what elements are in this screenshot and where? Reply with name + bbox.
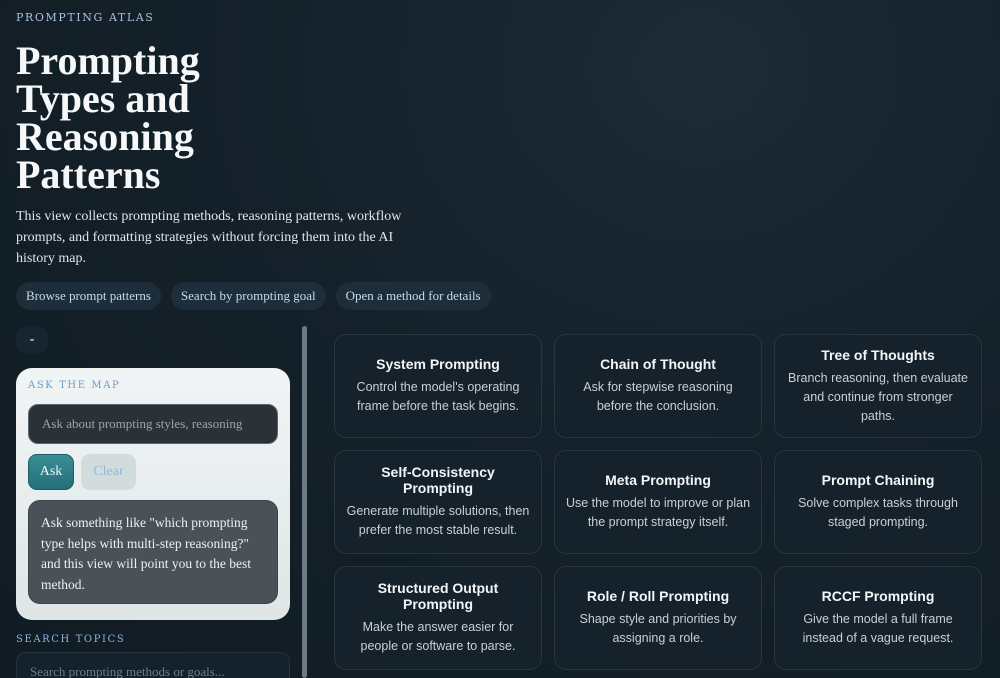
method-description: Use the model to improve or plan the prompt strategy itself. [565,496,751,529]
methods-grid [334,334,982,670]
method-description: Ask for stepwise reasoning before the conclusion. [583,380,733,413]
method-description: Shape style and priorities by assigning a role. [579,612,737,645]
ask-panel-heading: ASK THE MAP [28,380,121,391]
ask-answer-box: Ask something like "which prompting type helps with multi-step reasoning?" and this view will point you to the best method. [28,500,278,604]
method-title: RCCF Prompting [821,588,935,604]
app-eyebrow: PROMPTING ATLAS [16,11,155,24]
method-description: Solve complex tasks through staged prompting. [798,496,958,529]
method-card-rccf-prompting[interactable] [774,566,982,670]
ask-button[interactable]: Ask [28,454,74,490]
method-card-meta-prompting[interactable] [554,450,762,554]
sidebar-collapse-button[interactable]: - [16,326,48,354]
method-card-role-prompting[interactable] [554,566,762,670]
method-card-prompt-chaining[interactable] [774,450,982,554]
method-description: Give the model a full frame instead of a vague request. [802,612,954,645]
clear-button[interactable]: Clear [81,454,136,490]
chip-open-method[interactable]: Open a method for details [336,282,491,310]
page-title: Prompting Types and Reasoning Patterns [16,38,200,197]
method-title: Role / Roll Prompting [586,588,730,604]
method-title: Meta Prompting [605,472,711,488]
method-card-structured-output[interactable] [334,566,542,670]
page-description: This view collects prompting methods, reasoning patterns, workflow prompts, and formatting strategies without forcing them into the AI history map. [16,209,402,266]
ask-input[interactable]: Ask about prompting styles, reasoning [28,404,278,444]
search-topics-heading: SEARCH TOPICS [16,634,126,645]
sidebar-scrollbar[interactable] [302,326,307,678]
chip-search-goal[interactable]: Search by prompting goal [171,282,326,310]
method-card-system-prompting[interactable] [334,334,542,438]
search-topics-input[interactable]: Search prompting methods or goals... [16,652,290,678]
method-title: Structured Output Prompting [377,580,499,612]
method-description: Control the model's operating frame before the task begins. [356,380,520,413]
method-title: Chain of Thought [600,356,716,372]
method-description: Generate multiple solutions, then prefer the most stable result. [346,504,530,537]
method-title: Tree of Thoughts [821,346,935,363]
method-title: System Prompting [376,356,500,372]
method-description: Make the answer easier for people or software to parse. [360,620,516,653]
method-title: Self-Consistency Prompting [381,464,495,496]
method-card-chain-of-thought[interactable] [554,334,762,438]
ask-the-map-panel [16,368,290,620]
method-card-tree-of-thoughts[interactable] [774,334,982,438]
ask-actions [28,454,278,490]
method-card-self-consistency[interactable] [334,450,542,554]
feature-chips [16,282,491,310]
method-title: Prompt Chaining [821,472,935,488]
method-description: Branch reasoning, then evaluate and continue from stronger paths. [788,370,968,423]
chip-browse-patterns[interactable]: Browse prompt patterns [16,282,161,310]
